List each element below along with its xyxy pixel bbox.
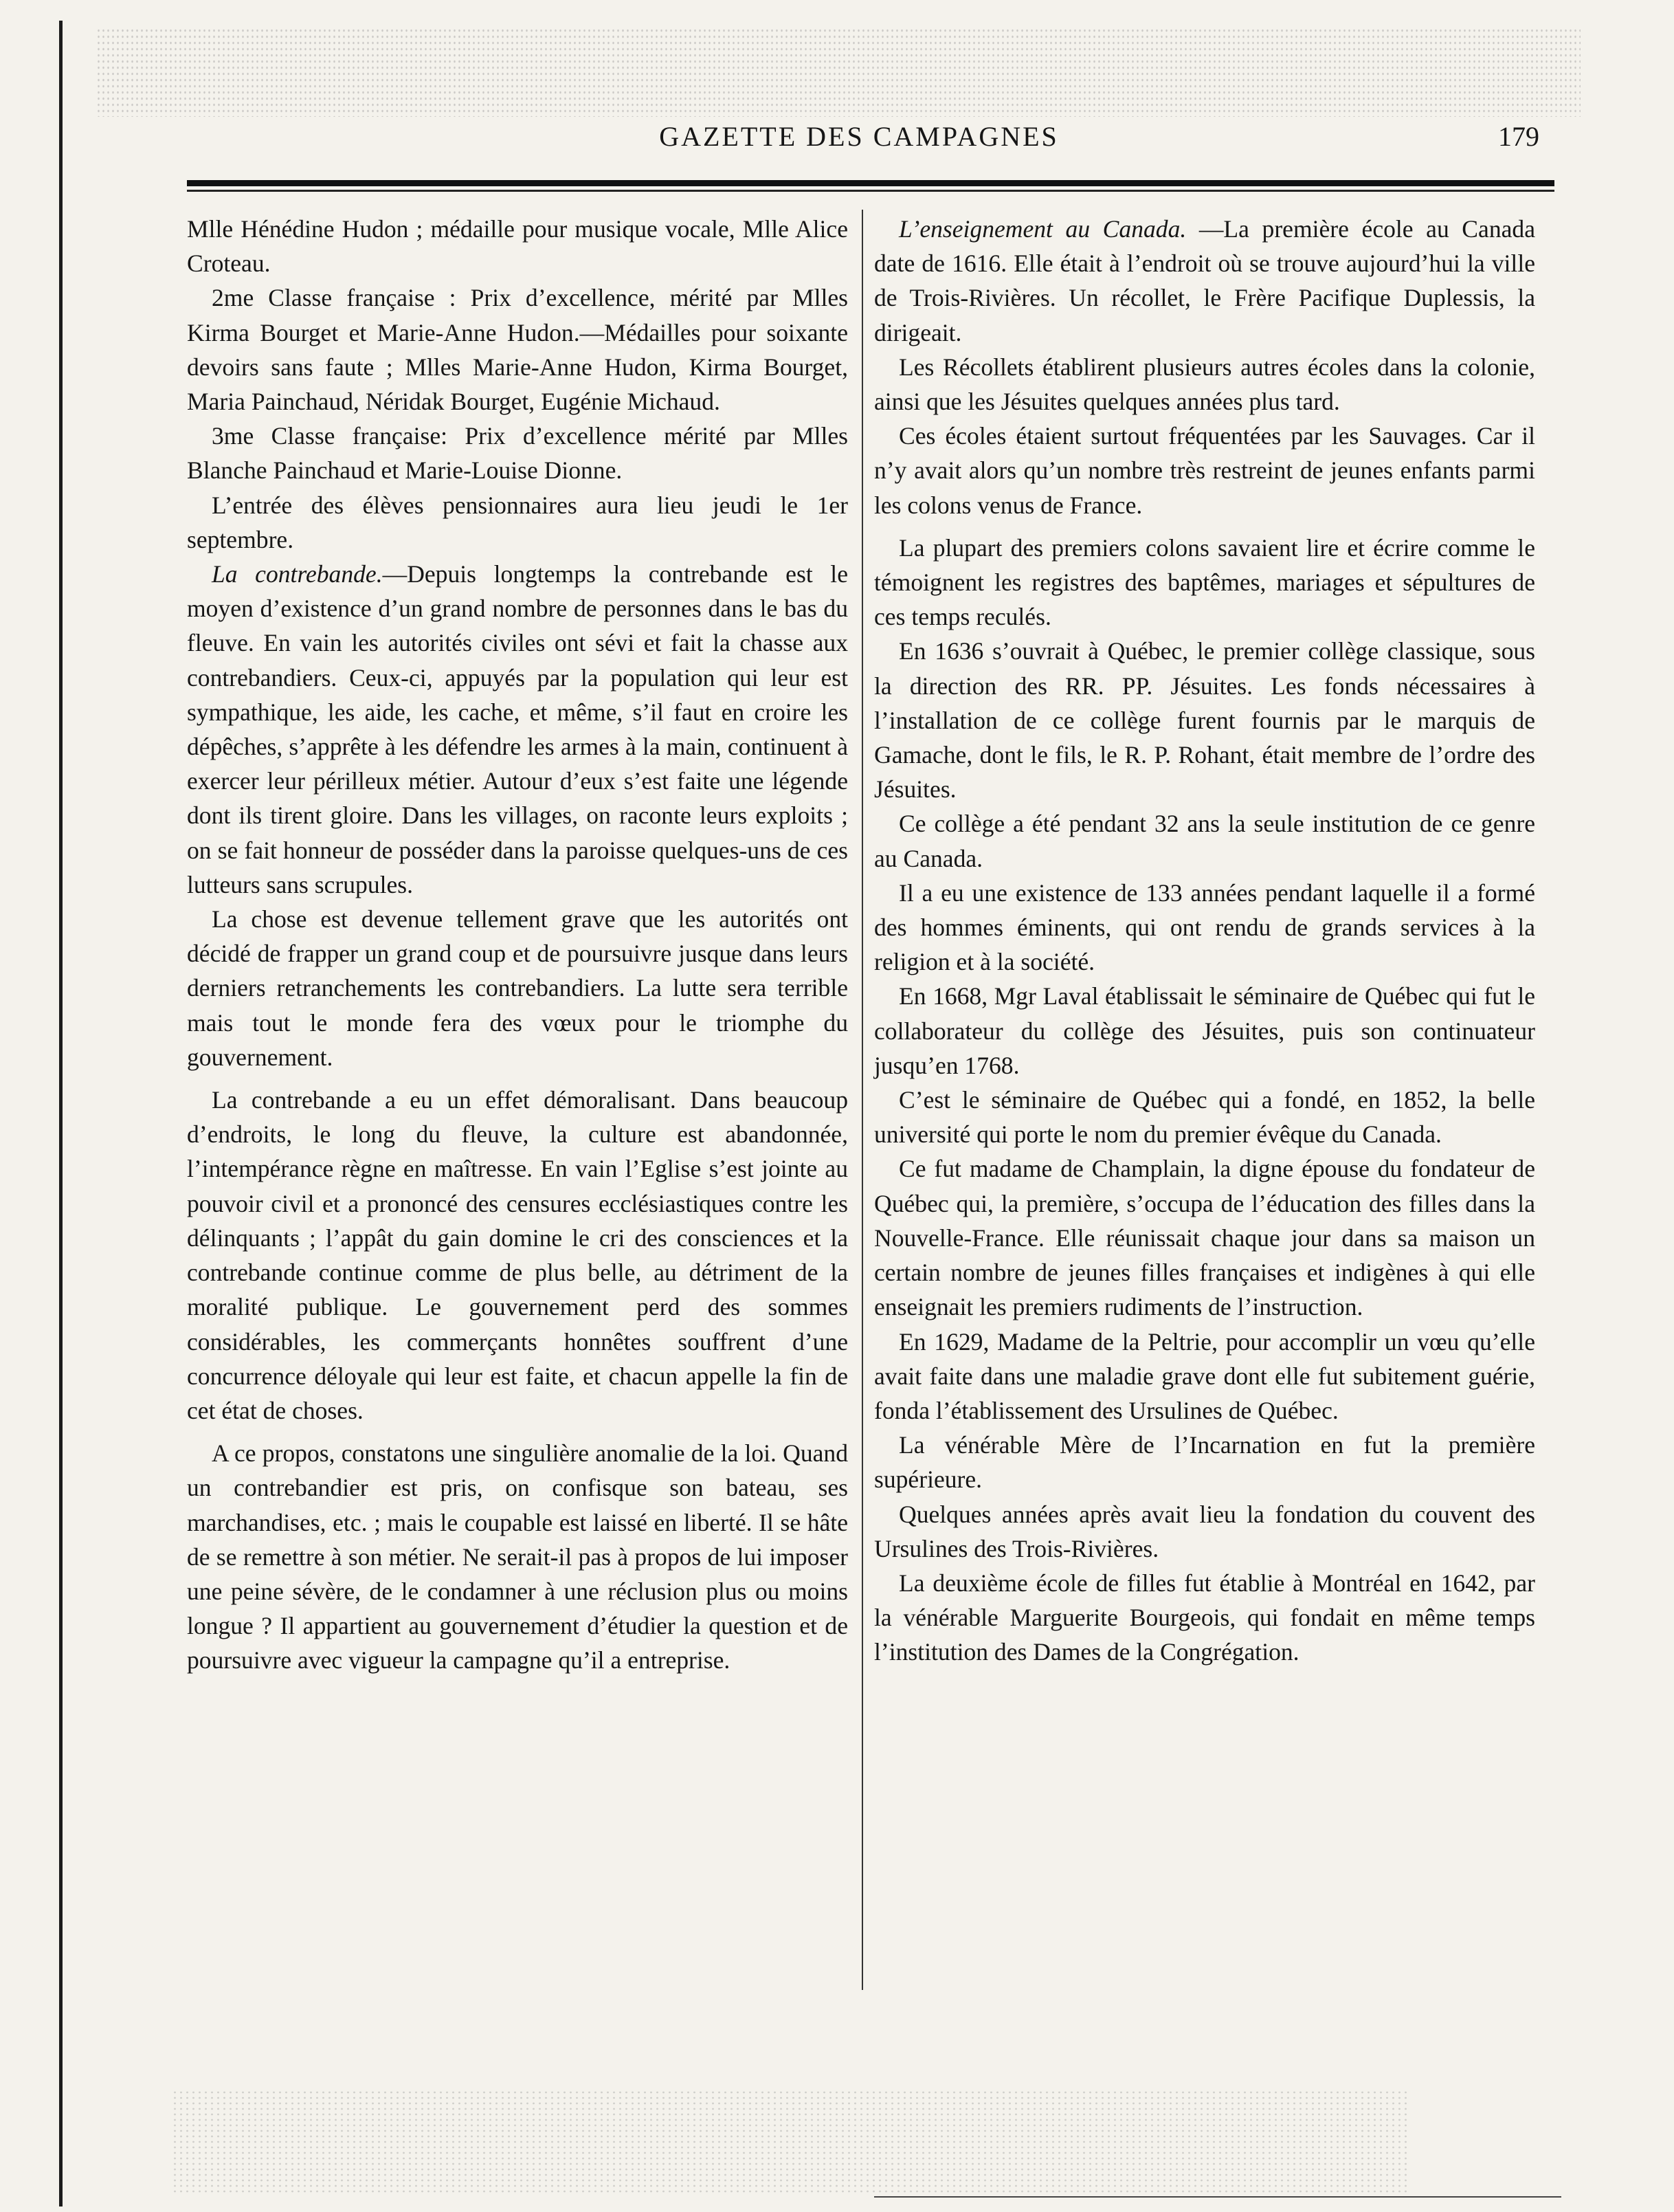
paragraph: Ce fut madame de Champlain, la digne épouse du fondateur de Québec qui, la première, s’occupa de l’éducation des filles dans la Nouvelle-France. Elle réunissait chaque jour dans sa maison un certain nombre de jeunes filles françaises et indigènes à qui elle enseignait les premiers rudiments de l’instruction. xyxy=(874,1155,1535,1321)
paragraph: La contrebande.—Depuis longtemps la contrebande est le moyen d’existence d’un grand nombre de personnes dans le bas du fleuve. En vain les autorités civiles ont sévi et fait la chasse aux contrebandiers. Ceux-ci, appuyés par la population qui leur est sympathique, les aide, les cache, et même, s’il faut en croire les dépêches, s’apprête à les défendre les armes à la main, continuent à exercer leur périlleux métier. Autour d’eux s’est faite une légende dont ils tirent gloire. Dans les villages, on raconte leurs exploits ; on se fait honneur de posséder dans la paroisse quelques-uns de ces lutteurs sans scrupules. xyxy=(187,560,848,898)
scan-noise-bottom xyxy=(172,2090,1409,2193)
paragraph: Quelques années après avait lieu la fondation du couvent des Ursulines des Trois-Rivières. xyxy=(874,1500,1535,1562)
paragraph: Ces écoles étaient surtout fréquentées par les Sauvages. Car il n’y avait alors qu’un nombre très restreint de jeunes enfants parmi les colons venus de France. xyxy=(874,422,1535,519)
paragraph: Il a eu une existence de 133 années pendant laquelle il a formé des hommes éminents, qui ont rendu de grands services à la religion et à la société. xyxy=(874,878,1535,976)
running-head xyxy=(172,120,1546,155)
header-rule-thin xyxy=(187,190,1554,192)
paragraph: L’entrée des élèves pensionnaires aura lieu jeudi le 1er septembre. xyxy=(187,491,848,553)
article-title: La contrebande. xyxy=(212,560,383,588)
binding-edge xyxy=(59,21,63,2207)
paragraph: 3me Classe française: Prix d’excellence mérité par Mlles Blanche Painchaud et Marie-Louise Dionne. xyxy=(187,422,848,485)
running-title: GAZETTE DES CAMPAGNES xyxy=(659,121,1059,152)
paragraph: La vénérable Mère de l’Incarnation en fut la première supérieure. xyxy=(874,1431,1535,1494)
paragraph: 2me Classe française : Prix d’excellence, mérité par Mlles Kirma Bourget et Marie-Anne Hudon.—Médailles pour soixante devoirs sans faute ; Mlles Marie-Anne Hudon, Kirma Bourget, Maria Painchaud, Néridak Bourget, Eugénie Michaud. xyxy=(187,284,848,416)
column-divider xyxy=(862,210,863,1990)
paragraph: La plupart des premiers colons savaient lire et écrire comme le témoignent les registres des baptêmes, mariages et sépultures de ces temps reculés. xyxy=(874,533,1535,631)
right-column xyxy=(874,212,1535,2068)
paragraph: En 1636 s’ouvrait à Québec, le premier collège classique, sous la direction des RR. PP. Jésuites. Les fonds nécessaires à l’installation de ce collège furent fournis par le marquis de Gamache, dont le fils, le R. P. Rohant, était membre de l’ordre des Jésuites. xyxy=(874,637,1535,804)
article-title: L’enseignement au Canada. xyxy=(899,215,1187,243)
paragraph: Les Récollets établirent plusieurs autres écoles dans la colonie, ainsi que les Jésuites quelques années plus tard. xyxy=(874,353,1535,416)
paragraph: L’enseignement au Canada. —La première école au Canada date de 1616. Elle était à l’endroit où se trouve aujourd’hui la ville de Trois-Rivières. Un récollet, le Frère Pacifique Duplessis, la dirigeait. xyxy=(874,215,1535,346)
bottom-rule xyxy=(874,2196,1561,2198)
paragraph: En 1668, Mgr Laval établissait le séminaire de Québec qui fut le collaborateur du collège des Jésuites, puis son continuateur jusqu’en 1768. xyxy=(874,982,1535,1079)
paragraph: Ce collège a été pendant 32 ans la seule institution de ce genre au Canada. xyxy=(874,810,1535,872)
paragraph: La chose est devenue tellement grave que les autorités ont décidé de frapper un grand coup et de poursuivre jusque dans leurs derniers retranchements les contrebandiers. La lutte sera terrible mais tout le monde fera des vœux pour le triomphe du gouvernement. xyxy=(187,905,848,1071)
scan-noise-top xyxy=(96,27,1581,117)
paragraph: C’est le séminaire de Québec qui a fondé, en 1852, la belle université qui porte le nom du premier évêque du Canada. xyxy=(874,1086,1535,1149)
left-column xyxy=(187,212,848,2068)
paragraph: La contrebande a eu un effet démoralisant. Dans beaucoup d’endroits, le long du fleuve, la culture est abandonnée, l’intempérance règne en maîtresse. En vain l’Eglise s’est jointe au pouvoir civil et a prononcé des censures ecclésiastiques contre les délinquants ; l’appât du gain domine le cri des consciences et la contrebande continue comme de plus belle, au détriment de la moralité publique. Le gouvernement perd des sommes considérables, les commerçants honnêtes souffrent d’une concurrence déloyale qui leur est faite, et chacun appelle la fin de cet état de choses. xyxy=(187,1086,848,1424)
paragraph: En 1629, Madame de la Peltrie, pour accomplir un vœu qu’elle avait faite dans une maladie grave dont elle fut subitement guérie, fonda l’établissement des Ursulines de Québec. xyxy=(874,1327,1535,1424)
paragraph: A ce propos, constatons une singulière anomalie de la loi. Quand un contrebandier est pris, on confisque son bateau, ses marchandises, etc. ; mais le coupable est laissé en liberté. Il se hâte de se remettre à son métier. Ne serait-il pas à propos de lui imposer une peine sévère, de le condamner à une réclusion plus ou moins longue ? Il appartient au gouvernement d’étudier la question et de poursuivre avec vigueur la campagne qu’il a entreprise. xyxy=(187,1439,848,1674)
page-number: 179 xyxy=(1498,121,1539,152)
paragraph: La deuxième école de filles fut établie à Montréal en 1642, par la vénérable Marguerite Bourgeois, qui fondait en même temps l’institution des Dames de la Congrégation. xyxy=(874,1569,1535,1666)
paragraph: Mlle Hénédine Hudon ; médaille pour musique vocale, Mlle Alice Croteau. xyxy=(187,215,848,278)
header-rule-thick xyxy=(187,180,1554,186)
